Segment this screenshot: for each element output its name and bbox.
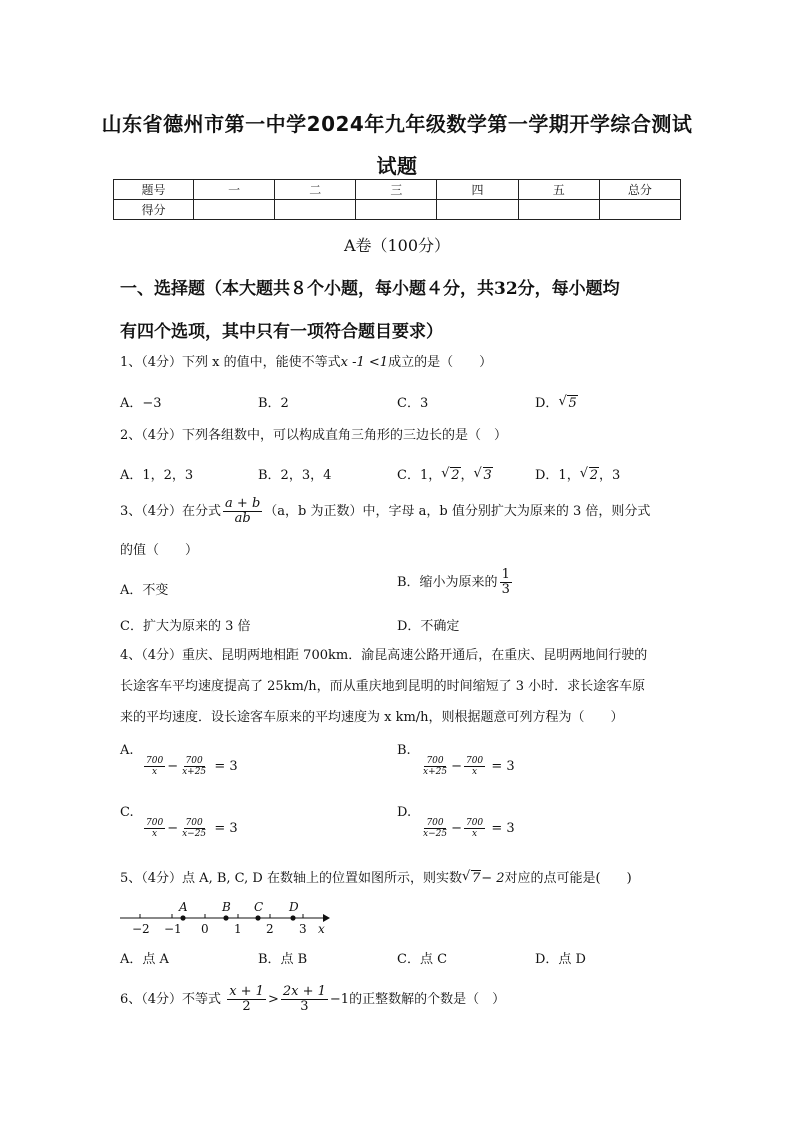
q2-option-a[interactable]: A．1，2，3 [120, 468, 194, 483]
q4-a-equation [142, 756, 238, 777]
question-4-line2: 长途客车平均速度提高了 25km/h，而从重庆地到昆明的时间缩短了 3 小时．求长途客车原 [120, 679, 646, 694]
table-cell: 得分 [114, 200, 194, 220]
denominator: x−25 [423, 829, 448, 839]
tick-label: 0 [201, 922, 209, 936]
numerator: 700 [146, 818, 164, 828]
fraction [144, 756, 165, 777]
minus-sign: − [167, 821, 179, 836]
fraction [421, 818, 449, 839]
numerator: 700 [465, 756, 484, 766]
point-c [255, 915, 260, 920]
q5-radicand: 7 [471, 871, 481, 886]
minus-sign: − [451, 759, 462, 774]
point-label: A [179, 900, 188, 914]
equals-three: = 3 [214, 821, 238, 836]
q5-rad-tail: − 2 [481, 871, 505, 886]
tick-label: 1 [234, 922, 242, 936]
q6-fraction-right [281, 985, 328, 1014]
number-line-diagram [118, 898, 338, 938]
q5-option-c[interactable]: C．点 C [397, 952, 448, 967]
q6-suffix: 的正整数解的个数是（ ） [349, 992, 506, 1007]
q5-suffix: 对应的点可能是( ) [504, 871, 632, 886]
q1-option-b[interactable]: B．2 [258, 396, 289, 411]
denominator: x [472, 829, 478, 839]
q6-prefix: 6、（4分）不等式 [120, 992, 222, 1007]
q6-fraction-left [227, 985, 266, 1014]
tick-label: −1 [164, 922, 182, 936]
q4-a-label: A. [120, 743, 134, 758]
q4-d-equation [419, 818, 515, 839]
denominator: 2 [242, 999, 251, 1014]
table-cell [275, 200, 356, 220]
question-4-line3: 来的平均速度．设长途客车原来的平均速度为 x km/h，则根据题意可列方程为（ ） [120, 710, 624, 725]
q2-d-tail: ，3 [598, 468, 621, 483]
denominator: x+25 [423, 767, 448, 777]
q1-option-a[interactable]: A．−3 [120, 396, 162, 411]
q1-option-d[interactable] [535, 392, 578, 411]
q3-numerator: a + b [225, 496, 261, 511]
point-label: B [222, 900, 231, 914]
minus-sign: − [451, 821, 462, 836]
numerator: 700 [146, 756, 164, 766]
q2-option-c[interactable] [397, 464, 493, 483]
axis-variable: x [318, 922, 325, 936]
q3-b-fraction [500, 568, 512, 597]
axis-arrow [323, 914, 330, 922]
question-1-stem [120, 354, 492, 372]
q4-c-equation [142, 818, 238, 839]
q3-b-numerator: 1 [501, 567, 510, 582]
q1-d-radicand: 5 [568, 396, 577, 411]
question-5-stem [120, 870, 632, 888]
q2-d-radicand: 2 [589, 468, 598, 483]
minus-sign: − [167, 759, 179, 774]
table-cell: 题号 [114, 180, 194, 200]
table-cell [599, 200, 680, 220]
denominator: x [152, 767, 158, 777]
q2-c-radicand1: 2 [451, 468, 460, 483]
q3-option-d[interactable]: D．不确定 [397, 619, 460, 634]
numerator: 700 [185, 756, 203, 766]
question-4-line1: 4、（4分）重庆、昆明两地相距 700km．渝昆高速公路开通后，在重庆、昆明两地间行驶的 [120, 648, 648, 663]
q1-option-d-label: D． [535, 396, 559, 411]
fraction [180, 756, 208, 777]
q3-denominator: ab [234, 511, 251, 526]
q5-option-b[interactable]: B．点 B [258, 952, 308, 967]
q2-option-d[interactable] [535, 464, 620, 483]
score-table-score-row [114, 200, 681, 220]
q3-b-denominator: 3 [501, 582, 510, 597]
q1-inequality: x -1 <1 [340, 355, 389, 370]
equals-three: = 3 [491, 821, 515, 836]
denominator: x [472, 767, 478, 777]
q3-option-b[interactable] [397, 568, 514, 597]
table-cell: 五 [518, 180, 599, 200]
q3-b-label: B．缩小为原来的 [397, 575, 498, 590]
numerator: 700 [185, 818, 203, 828]
point-a [180, 915, 185, 920]
fraction [144, 818, 165, 839]
equals-three: = 3 [214, 759, 238, 774]
table-cell: 三 [356, 180, 437, 200]
q4-c-label: C. [120, 805, 134, 820]
table-cell [356, 200, 437, 220]
tick-label: −2 [132, 922, 150, 936]
q4-option-d[interactable] [397, 805, 515, 839]
numerator: 700 [426, 756, 444, 766]
q4-option-a[interactable] [120, 743, 238, 777]
point-label: D [289, 900, 299, 914]
point-label: C [254, 900, 264, 914]
table-cell [437, 200, 518, 220]
q2-c-radicand2: 3 [483, 468, 492, 483]
table-cell: 二 [275, 180, 356, 200]
table-cell [518, 200, 599, 220]
q4-option-c[interactable] [120, 805, 238, 839]
sqrt-symbol [441, 468, 460, 483]
denominator: x [152, 829, 158, 839]
fraction [180, 818, 208, 839]
table-cell: 一 [194, 180, 275, 200]
q4-b-equation [419, 756, 515, 777]
q2-option-b[interactable]: B．2，3，4 [258, 468, 332, 483]
q2-c-label: C．1， [397, 468, 442, 483]
q3-option-c[interactable]: C．扩大为原来的 3 倍 [120, 619, 251, 634]
denominator: x−25 [182, 829, 207, 839]
equals-three: = 3 [491, 759, 515, 774]
doc-title-line2: 试题 [376, 154, 418, 178]
point-b [223, 915, 228, 920]
q3-prefix: 3、（4分）在分式 [120, 504, 222, 519]
denominator: 3 [300, 999, 309, 1014]
section1-heading-line1: 一、选择题（本大题共８个小题，每小题４分，共32分，每小题均 [120, 279, 620, 299]
question-3-stem [120, 497, 650, 526]
q6-tail: −1 [329, 992, 350, 1007]
fraction [421, 756, 449, 777]
q5-prefix: 5、（4分）点 A, B, C, D 在数轴上的位置如图所示，则实数 [120, 871, 462, 886]
sqrt-symbol [580, 468, 599, 483]
fraction [464, 756, 485, 777]
q1-prefix: 1、（4分）下列 x 的值中，能使不等式 [120, 355, 341, 370]
numerator: x + 1 [229, 984, 264, 999]
sqrt-symbol [462, 870, 481, 888]
numerator: 700 [426, 818, 444, 828]
numerator: 2x + 1 [282, 984, 326, 999]
question-3-line2: 的值（ ） [120, 543, 199, 558]
q3-fraction [223, 497, 262, 526]
sqrt-symbol [558, 396, 577, 411]
table-cell: 四 [437, 180, 518, 200]
sqrt-symbol [474, 468, 493, 483]
fraction [464, 818, 485, 839]
q1-suffix: 成立的是（ ） [388, 355, 493, 370]
table-cell: 总分 [599, 180, 680, 200]
tick-label: 2 [266, 922, 274, 936]
q5-option-a[interactable]: A．点 A [120, 952, 169, 967]
numerator: 700 [465, 818, 484, 828]
section1-heading-line2: 有四个选项，其中只有一项符合题目要求） [120, 322, 443, 342]
section-a-heading: A卷（100分） [343, 236, 451, 255]
q3-option-a[interactable]: A．不变 [120, 583, 169, 598]
tick-label: 3 [299, 922, 307, 936]
doc-title-line1: 山东省德州市第一中学2024年九年级数学第一学期开学综合测试 [101, 112, 693, 136]
question-6-stem [120, 985, 505, 1014]
greater-than-sign: > [267, 992, 279, 1007]
score-table [113, 179, 681, 220]
q2-c-sep: ， [460, 468, 474, 483]
q4-b-label: B. [397, 743, 411, 758]
denominator: x+25 [182, 767, 207, 777]
point-d [290, 915, 295, 920]
question-2-stem: 2、（4分）下列各组数中，可以构成直角三角形的三边长的是（ ） [120, 428, 508, 443]
q1-option-c[interactable]: C．3 [397, 396, 429, 411]
score-table-header-row [114, 180, 681, 200]
q3-suffix: （a，b 为正数）中，字母 a，b 值分别扩大为原来的 3 倍，则分式 [264, 504, 651, 519]
q4-d-label: D. [397, 805, 412, 820]
q5-option-d[interactable]: D．点 D [535, 952, 586, 967]
table-cell [194, 200, 275, 220]
q4-option-b[interactable] [397, 743, 515, 777]
q2-d-label: D．1， [535, 468, 580, 483]
